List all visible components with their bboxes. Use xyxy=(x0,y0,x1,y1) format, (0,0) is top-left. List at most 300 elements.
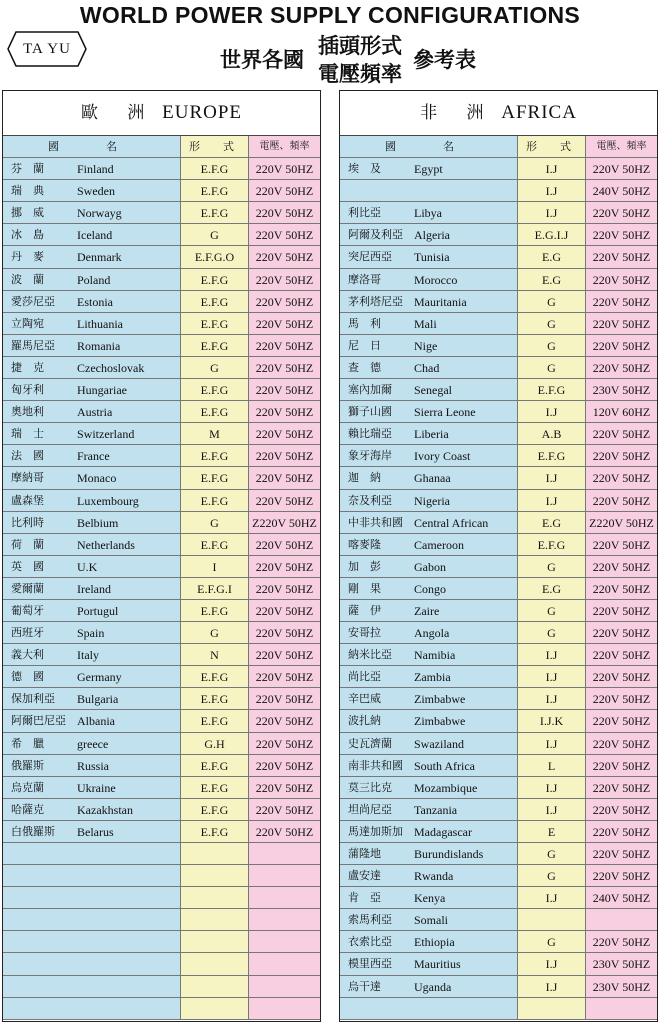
country-cell xyxy=(340,710,518,732)
voltage-cell: 220V 50HZ xyxy=(586,534,657,556)
plug-type-cell: E.G xyxy=(518,512,586,534)
voltage-cell: 220V 50HZ xyxy=(586,843,657,865)
country-name-cn: 喀麥隆 xyxy=(348,537,381,551)
country-cell xyxy=(340,931,518,953)
country-name-en xyxy=(412,180,517,201)
country-name-cn: 莫三比克 xyxy=(348,780,392,794)
country-name-cn xyxy=(3,998,75,1019)
country-cell xyxy=(3,843,181,865)
voltage-column-header: 電壓、頻率 xyxy=(586,136,657,158)
plug-type-cell: I xyxy=(181,556,249,578)
country-name-cn: 愛爾蘭 xyxy=(11,581,44,595)
country-name-cn: 利比亞 xyxy=(348,206,381,220)
voltage-cell: 220V 50HZ xyxy=(249,688,320,710)
page-title: WORLD POWER SUPPLY CONFIGURATIONS xyxy=(79,2,581,28)
country-name-en: Romania xyxy=(77,338,121,353)
plug-type-cell: E.F.G xyxy=(518,445,586,467)
country-cell xyxy=(340,490,518,512)
voltage-cell: 230V 50HZ xyxy=(586,379,657,401)
country-name-en xyxy=(75,931,180,952)
country-name-cn: 迦 納 xyxy=(348,471,381,485)
plug-type-cell: I.J.K xyxy=(518,710,586,732)
country-cell xyxy=(3,887,181,909)
country-cell xyxy=(3,246,181,268)
plug-type-cell: E.F.G xyxy=(181,158,249,180)
country-name-cn: 羅馬尼亞 xyxy=(11,338,55,352)
plug-type-cell xyxy=(181,953,249,975)
voltage-cell: 220V 50HZ xyxy=(586,578,657,600)
plug-type-cell: A.B xyxy=(518,423,586,445)
country-cell xyxy=(3,666,181,688)
plug-type-cell: I.J xyxy=(518,202,586,224)
country-name-en: Rwanda xyxy=(414,869,454,884)
country-name-cn: 芬 蘭 xyxy=(11,162,44,176)
country-name-en: Namibia xyxy=(414,648,456,663)
country-name-en: Tunisia xyxy=(414,250,450,265)
plug-type-cell xyxy=(181,998,249,1020)
country-name-cn: 南非共和國 xyxy=(348,758,403,772)
country-cell xyxy=(3,821,181,843)
voltage-cell: 220V 50HZ xyxy=(586,931,657,953)
country-name-cn: 阿爾巴尼亞 xyxy=(11,714,66,728)
country-name-en: Austria xyxy=(77,405,113,420)
country-cell xyxy=(3,291,181,313)
voltage-cell xyxy=(249,953,320,975)
country-name-en: Nigeria xyxy=(414,493,450,508)
country-cell xyxy=(340,379,518,401)
plug-type-cell: E.F.G xyxy=(518,534,586,556)
voltage-cell: 220V 50HZ xyxy=(586,556,657,578)
country-name-en: Lithuania xyxy=(77,316,123,331)
country-cell xyxy=(340,467,518,489)
country-name-cn: 模里西亞 xyxy=(348,957,392,971)
plug-type-cell: E.F.G.I xyxy=(181,578,249,600)
plug-type-cell: I.J xyxy=(518,953,586,975)
country-name-en: Monaco xyxy=(77,471,117,486)
country-name-cn: 冰 島 xyxy=(11,228,44,242)
plug-type-cell: E.G xyxy=(518,269,586,291)
plug-type-cell: G xyxy=(518,556,586,578)
country-name-en: Hungariae xyxy=(77,383,127,398)
country-name-cn: 盧安達 xyxy=(348,869,381,883)
plug-type-cell: G xyxy=(518,931,586,953)
country-name-cn: 突尼西亞 xyxy=(348,250,392,264)
voltage-cell: 220V 50HZ xyxy=(249,313,320,335)
country-name-en: Mozambique xyxy=(414,780,478,795)
country-name-cn: 馬 利 xyxy=(348,316,381,330)
country-cell xyxy=(3,313,181,335)
country-name-en: Senegal xyxy=(414,383,452,398)
country-name-en: Finland xyxy=(77,162,114,177)
plug-type-cell: E.F.G xyxy=(181,490,249,512)
voltage-cell: 220V 50HZ xyxy=(586,269,657,291)
country-name-en: Bulgaria xyxy=(77,692,119,707)
voltage-cell: 220V 50HZ xyxy=(586,490,657,512)
plug-type-cell: I.J xyxy=(518,688,586,710)
country-name-en xyxy=(412,998,517,1019)
country-name-cn: 納米比亞 xyxy=(348,648,392,662)
country-name-en: U.K xyxy=(77,559,98,574)
country-name-en: Central African xyxy=(414,515,489,530)
country-name-en: Norwayg xyxy=(77,206,122,221)
country-name-cn: 塞內加爾 xyxy=(348,383,392,397)
country-name-en: Uganda xyxy=(414,979,452,994)
plug-type-cell: E.F.G xyxy=(181,666,249,688)
voltage-cell: 220V 50HZ xyxy=(249,291,320,313)
country-name-cn: 哈薩克 xyxy=(11,802,44,816)
country-name-en: Netherlands xyxy=(77,537,135,552)
plug-type-cell: I.J xyxy=(518,887,586,909)
country-cell xyxy=(3,335,181,357)
country-name-cn: 摩洛哥 xyxy=(348,272,381,286)
country-name-en: Poland xyxy=(77,272,111,287)
country-name-en: Ukraine xyxy=(77,780,116,795)
country-cell xyxy=(340,865,518,887)
country-cell xyxy=(3,644,181,666)
country-name-en: Ireland xyxy=(77,581,111,596)
country-name-en: Ghanaa xyxy=(414,471,451,486)
africa-rows xyxy=(340,158,657,1020)
plug-type-cell: G xyxy=(518,357,586,379)
country-cell xyxy=(340,998,518,1020)
plug-type-cell: G xyxy=(518,291,586,313)
africa-table xyxy=(339,90,658,1022)
country-name-en: Sierra Leone xyxy=(414,405,476,420)
country-name-cn: 瑞 典 xyxy=(11,184,44,198)
voltage-cell: 220V 50HZ xyxy=(586,357,657,379)
country-cell xyxy=(3,998,181,1020)
country-cell xyxy=(340,976,518,998)
country-name-cn: 埃 及 xyxy=(348,162,381,176)
country-name-cn: 保加利亞 xyxy=(11,692,55,706)
voltage-cell: 220V 50HZ xyxy=(249,622,320,644)
country-name-en: Portugul xyxy=(77,603,119,618)
voltage-cell: 220V 50HZ xyxy=(586,644,657,666)
country-name-cn: 辛巴威 xyxy=(348,692,381,706)
country-name-en: Belbium xyxy=(77,515,119,530)
plug-type-cell: G xyxy=(181,357,249,379)
country-name-en: Mauritius xyxy=(414,957,461,972)
country-name-en: Czechoslovak xyxy=(77,360,145,375)
country-name-cn: 查 德 xyxy=(348,360,381,374)
country-name-cn: 尚比亞 xyxy=(348,670,381,684)
voltage-cell xyxy=(249,887,320,909)
voltage-cell: 220V 50HZ xyxy=(249,534,320,556)
country-name-en: Switzerland xyxy=(77,427,135,442)
country-name-en: Libya xyxy=(414,206,442,221)
country-name-en: Burundislands xyxy=(414,847,484,861)
country-cell xyxy=(3,180,181,202)
voltage-cell: 220V 50HZ xyxy=(586,799,657,821)
country-name-en: Ethiopia xyxy=(414,935,455,950)
country-name-en: Morocco xyxy=(414,272,458,287)
europe-rows xyxy=(3,158,320,1020)
country-cell xyxy=(3,622,181,644)
country-name-en: Egypt xyxy=(414,162,443,177)
country-name-cn: 英 國 xyxy=(11,559,44,573)
europe-column-headers xyxy=(3,136,320,158)
voltage-cell: 220V 50HZ xyxy=(249,777,320,799)
voltage-cell: 230V 50HZ xyxy=(586,976,657,998)
plug-type-cell: E.F.G xyxy=(181,777,249,799)
country-cell xyxy=(340,688,518,710)
voltage-cell: 240V 50HZ xyxy=(586,180,657,202)
country-name-cn: 匈牙利 xyxy=(11,383,44,397)
country-cell xyxy=(3,931,181,953)
subtitle-world-countries: 世界各國 xyxy=(220,48,304,72)
voltage-cell: 220V 50HZ xyxy=(586,622,657,644)
country-name-cn: 坦尚尼亞 xyxy=(348,802,392,816)
country-name-cn: 烏克蘭 xyxy=(11,780,44,794)
country-cell xyxy=(3,600,181,622)
plug-type-cell: E.F.G xyxy=(181,467,249,489)
country-cell xyxy=(3,401,181,423)
country-name-cn: 剛 果 xyxy=(348,581,381,595)
voltage-cell: 220V 50HZ xyxy=(586,733,657,755)
plug-type-cell: E.F.G xyxy=(181,534,249,556)
country-cell xyxy=(340,291,518,313)
voltage-cell: Z220V 50HZ xyxy=(249,512,320,534)
country-cell xyxy=(3,445,181,467)
country-name-cn xyxy=(3,865,75,886)
country-name-en xyxy=(75,887,180,908)
voltage-cell: 220V 50HZ xyxy=(249,335,320,357)
country-cell xyxy=(340,887,518,909)
country-name-cn: 立陶宛 xyxy=(11,316,44,330)
subtitle-plug-types: 插頭形式 xyxy=(318,34,402,58)
voltage-cell: 220V 50HZ xyxy=(249,799,320,821)
voltage-cell: 220V 50HZ xyxy=(586,224,657,246)
voltage-cell: 220V 50HZ xyxy=(249,423,320,445)
country-name-cn: 荷 蘭 xyxy=(11,537,44,551)
voltage-cell: 220V 50HZ xyxy=(249,755,320,777)
plug-type-cell: M xyxy=(181,423,249,445)
country-name-cn: 索馬利亞 xyxy=(348,913,392,927)
country-name-en: Zimbabwe xyxy=(414,714,466,729)
voltage-cell: 220V 50HZ xyxy=(586,445,657,467)
plug-type-cell: E.F.G xyxy=(181,821,249,843)
country-cell xyxy=(3,688,181,710)
country-name-cn: 俄羅斯 xyxy=(11,758,44,772)
plug-type-cell: G xyxy=(518,335,586,357)
country-cell xyxy=(340,202,518,224)
country-cell xyxy=(340,534,518,556)
country-cell xyxy=(340,644,518,666)
country-name-cn: 西班牙 xyxy=(11,626,44,640)
voltage-cell: 220V 50HZ xyxy=(249,490,320,512)
country-name-cn: 烏干達 xyxy=(348,979,381,993)
country-cell xyxy=(3,777,181,799)
country-cell xyxy=(340,246,518,268)
europe-region-en: EUROPE xyxy=(162,102,243,123)
plug-type-cell: E.F.G xyxy=(181,180,249,202)
africa-region-cn: 非 洲 xyxy=(420,103,496,123)
country-name-cn: 瑞 士 xyxy=(11,427,44,441)
voltage-cell: 220V 50HZ xyxy=(249,710,320,732)
plug-type-cell: I.J xyxy=(518,180,586,202)
country-cell xyxy=(340,600,518,622)
voltage-cell: 120V 60HZ xyxy=(586,401,657,423)
country-name-cn: 加 彭 xyxy=(348,559,381,573)
voltage-cell: 220V 50HZ xyxy=(249,401,320,423)
country-name-cn xyxy=(3,887,75,908)
country-name-cn: 中非共和國 xyxy=(348,515,403,529)
tayu-logo xyxy=(6,30,88,68)
voltage-cell xyxy=(249,998,320,1020)
country-name-en: Tanzania xyxy=(414,802,458,817)
plug-type-cell: E.F.G xyxy=(181,688,249,710)
voltage-cell: 220V 50HZ xyxy=(586,335,657,357)
voltage-cell: 220V 50HZ xyxy=(249,158,320,180)
country-cell xyxy=(3,202,181,224)
europe-region-title xyxy=(3,91,320,136)
country-cell xyxy=(340,158,518,180)
plug-type-cell: I.J xyxy=(518,401,586,423)
plug-type-cell: G xyxy=(518,313,586,335)
plug-type-cell: G xyxy=(181,512,249,534)
country-name-en xyxy=(75,976,180,997)
subtitle-voltage-frequency: 電壓頻率 xyxy=(318,62,402,86)
plug-type-cell: I.J xyxy=(518,777,586,799)
europe-region-cn: 歐 洲 xyxy=(80,103,157,123)
voltage-cell: 220V 50HZ xyxy=(249,357,320,379)
country-cell xyxy=(340,401,518,423)
country-cell xyxy=(3,357,181,379)
voltage-cell: 220V 50HZ xyxy=(249,467,320,489)
voltage-cell: 220V 50HZ xyxy=(586,423,657,445)
country-name-cn xyxy=(3,931,75,952)
country-cell xyxy=(3,865,181,887)
country-cell xyxy=(340,821,518,843)
voltage-cell: 220V 50HZ xyxy=(249,180,320,202)
voltage-cell: 220V 50HZ xyxy=(586,202,657,224)
voltage-cell: 230V 50HZ xyxy=(586,953,657,975)
voltage-cell: 220V 50HZ xyxy=(249,644,320,666)
plug-type-cell: E.F.G xyxy=(181,600,249,622)
country-column-header: 國 名 xyxy=(3,136,181,158)
africa-region-en: AFRICA xyxy=(501,102,577,123)
country-name-cn: 史瓦濟蘭 xyxy=(348,736,392,750)
country-name-cn: 挪 威 xyxy=(11,206,44,220)
country-cell xyxy=(340,777,518,799)
country-cell xyxy=(3,534,181,556)
country-cell xyxy=(3,909,181,931)
country-name-en: Liberia xyxy=(414,427,449,442)
country-name-cn: 法 國 xyxy=(11,449,44,463)
voltage-cell: 220V 50HZ xyxy=(586,158,657,180)
country-name-cn: 比利時 xyxy=(11,515,44,529)
voltage-cell: 220V 50HZ xyxy=(586,246,657,268)
country-cell xyxy=(3,467,181,489)
africa-column-headers xyxy=(340,136,657,158)
plug-type-cell: E.G.I.J xyxy=(518,224,586,246)
plug-type-cell xyxy=(181,931,249,953)
country-cell xyxy=(340,335,518,357)
country-name-cn xyxy=(340,998,412,1019)
country-name-en: Cameroon xyxy=(414,537,464,552)
voltage-cell: Z220V 50HZ xyxy=(586,512,657,534)
country-cell xyxy=(340,953,518,975)
country-name-en: Mali xyxy=(414,316,437,331)
voltage-cell: 220V 50HZ xyxy=(249,224,320,246)
country-name-en: Zimbabwe xyxy=(414,692,466,707)
country-name-cn xyxy=(3,953,75,974)
country-cell xyxy=(340,622,518,644)
type-column-header: 形 式 xyxy=(181,136,249,158)
plug-type-cell: E.F.G xyxy=(181,291,249,313)
voltage-cell xyxy=(249,909,320,931)
plug-type-cell: E.F.G xyxy=(181,335,249,357)
voltage-cell: 220V 50HZ xyxy=(586,467,657,489)
country-name-en: Congo xyxy=(414,581,447,596)
voltage-cell: 220V 50HZ xyxy=(249,379,320,401)
plug-type-cell xyxy=(181,976,249,998)
country-name-cn: 衣索比亞 xyxy=(348,935,392,949)
plug-type-cell xyxy=(181,887,249,909)
plug-type-cell: E.F.G xyxy=(181,710,249,732)
country-name-en: Belarus xyxy=(77,824,114,839)
plug-type-cell: G xyxy=(518,843,586,865)
country-name-en: Spain xyxy=(77,626,105,641)
country-cell xyxy=(3,158,181,180)
voltage-cell: 220V 50HZ xyxy=(249,269,320,291)
plug-type-cell: E.F.G xyxy=(181,202,249,224)
country-cell xyxy=(340,578,518,600)
country-name-cn: 義大利 xyxy=(11,648,44,662)
plug-type-cell: E.F.G xyxy=(181,755,249,777)
voltage-cell: 220V 50HZ xyxy=(249,445,320,467)
country-name-cn: 德 國 xyxy=(11,670,44,684)
plug-type-cell: G.H xyxy=(181,733,249,755)
country-name-en: Angola xyxy=(414,626,450,641)
country-name-en: Russia xyxy=(77,758,110,773)
country-cell xyxy=(340,445,518,467)
type-column-header: 形 式 xyxy=(518,136,586,158)
voltage-cell: 220V 50HZ xyxy=(586,755,657,777)
voltage-cell xyxy=(249,865,320,887)
country-name-cn: 蒲隆地 xyxy=(348,847,381,860)
voltage-cell: 220V 50HZ xyxy=(249,556,320,578)
country-name-en: Somali xyxy=(414,913,449,928)
country-name-en: Zaire xyxy=(414,603,440,618)
country-cell xyxy=(340,357,518,379)
country-cell xyxy=(3,755,181,777)
country-cell xyxy=(3,423,181,445)
country-name-cn: 賴比瑞亞 xyxy=(348,427,392,441)
plug-type-cell: E.F.G xyxy=(181,379,249,401)
plug-type-cell xyxy=(518,998,586,1020)
plug-type-cell: I.J xyxy=(518,733,586,755)
country-name-en: Germany xyxy=(77,670,122,685)
country-cell xyxy=(340,666,518,688)
voltage-cell: 220V 50HZ xyxy=(586,821,657,843)
country-cell xyxy=(3,578,181,600)
country-cell xyxy=(340,733,518,755)
country-name-en: Iceland xyxy=(77,228,113,243)
country-name-en: Italy xyxy=(77,648,99,663)
country-cell xyxy=(340,556,518,578)
country-name-en: Zambia xyxy=(414,670,451,685)
voltage-cell: 220V 50HZ xyxy=(586,666,657,688)
plug-type-cell: I.J xyxy=(518,490,586,512)
country-name-en: Luxembourg xyxy=(77,493,139,508)
plug-type-cell: I.J xyxy=(518,799,586,821)
page-header xyxy=(0,0,660,90)
country-name-en: France xyxy=(77,449,110,464)
country-name-cn: 薩 伊 xyxy=(348,603,381,617)
plug-type-cell: G xyxy=(181,224,249,246)
europe-table xyxy=(2,90,321,1022)
